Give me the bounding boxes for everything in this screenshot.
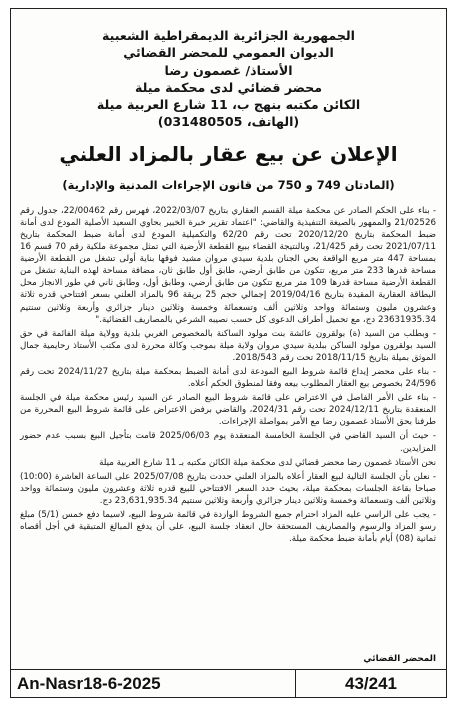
bailiff-name: الأستاذ/ غصمون رضا <box>164 62 293 78</box>
footer-bar <box>11 669 446 697</box>
paragraph-deposit: - بناء على محضر إيداع قائمة شروط البيع المودعة لدى أمانة الضبط بمحكمة ميلة بتاريخ 2024/11/27 تحت رقم 24/596 بخصوص بيع العقار المطلوب بيعه وفقا لمنطوق الحكم أعلاه. <box>20 367 436 390</box>
announcement-body <box>11 205 446 546</box>
paragraph-bailiff: نحن الأستاذ غصمون رضا محضر قضائي لدى محكمة ميلة الكائن مكتبه بـ 11 شارع العربية ميلة <box>99 457 436 468</box>
office-name: الديوان العمومي للمحضر القضائي <box>123 45 334 61</box>
office-phone: (الهاتف، 031480505) <box>157 114 300 130</box>
paragraph-session: - نعلن بأن الجلسة التالية لبيع العقار أعلاه بالمزاد العلني حددت بتاريخ 2025/07/08 على الساعة العاشرة (10:00) صباحا بقاعة الجلسات بمحكمة ميلة، بحيث حدد السعر الافتتاحي للبيع قدره ثلاثة وعشرون مليون وستمائة وواحد وثلاثين ألف وتسعمائة وخمسة وثلاثين دينار جزائري وأربعة وثلاثين سنتيم 23,631,935.34 دج. <box>20 471 436 506</box>
announcement-title: الإعلان عن بيع عقار بالمزاد العلني <box>59 141 398 166</box>
paragraph-request: - وبطلب من السيد (ة) بولقرون عائشة بنت مولود الساكنة بالمخصوص الغربي بلدية وولاية ميلة الفائمة في حق السيد بولقرون مولود الساكن ببلدية سيدي مروان ولاية ميلة بموجب وكالة محررة لدى مكتب الأستاذ رحايمية جمال الموثق بميلة بتاريخ 2018/11/15 تحت رقم 2018/543. <box>20 328 436 363</box>
announcement-page <box>10 8 447 698</box>
office-address: الكائن مكتبه بنهج ب، 11 شارع العربية ميلة <box>96 97 361 113</box>
signature-label: المحضر القضائي <box>363 654 436 664</box>
announcement-subtitle: (المادتان 749 و 750 من قانون الإجراءات المدنية والإدارية) <box>62 177 395 192</box>
paragraph-judgment: - بناء على الحكم الصادر عن محكمة ميلة القسم العقاري بتاريخ 2022/03/07، فهرس رقم 22/00462، جدول رقم 21/02526 والممهور بالصيغة التنفيذية والقاضي: "اعتماد تقرير خبرة الخبير بحاوي السعيد الأصلية المودع لدى أمانة ضبط المحكمة بتاريخ 2020/12/20 تحت رقم 62/20 والتكميلية المودع لدى أمانة ضبط المحكمة بتاريخ 2021/07/11 تحت رقم 21/425، وبالنتيجة القضاء ببيع القطعة الأرضية التي تمثل مجموعة ملكية رقم 70 قسم 16 بمساحة 447 متر مربع الواقعة بحي الجنان بلدية سيدي مروان مشيد فوقها بناية أولى تشغل من القطعة الأرضية مساحة قدرها 233 متر مربع، تتكون من طابق أرضي، طابق أول طابق ثان، مضافة مساحة لهذه البناية تشغل من القطعة الأرضية مساحة قدرها 109 متر مربع تتكون من طابق أرضي، وطابق أول، وطابق ثاني في طور الانجاز محل البطاقة العقارية المقيدة بتاريخ 2019/04/16 إجمالي حجم 25 بريقة 96 بالمزاد العلني بسعر افتتاحي قدره ثلاثة وعشرون مليون وستمائة وواحد وثلاثين ألف وتسعمائة وخمسة وثلاثين دينار جزائري وأربعة وثلاثين سنتيم 23631935.34 دج، مع تحميل أطراف الدعوى كل حسب نصيبه الشرعي بالمصاريف القضائية." <box>20 205 437 325</box>
letterhead <box>11 9 446 131</box>
paragraph-objection: - بناء على الأمر الفاصل في الاعتراض على قائمة شروط البيع الصادر عن السيد رئيس محكمة ميلة في الجلسة المنعقدة بتاريخ 2024/12/11 تحت رقم 2024/31، والقاضي برفض الاعتراض على قائمة شروط البيع المحررة من طرفنا بحق الأستاذ غصمون رضا مع الأمر بمواصلة الإجراءات. <box>20 393 436 428</box>
republic-name: الجمهورية الجزائرية الديمقراطية الشعبية <box>102 28 355 43</box>
bailiff-court: محضر قضائي لدى محكمة ميلة <box>134 79 323 95</box>
announcement-number: 43/241 <box>345 673 397 693</box>
paragraph-conditions: - يجب على الراسي عليه المزاد احترام جميع الشروط الواردة في قائمة شروط البيع، لاسيما دفع خمس (5/1) مبلغ رسو المزاد والرسوم والمصاريف المستحقة حال انعقاد جلسة البيع، على أن يدفع المبالغ المتبقية في أجل أقصاه ثمانية (08) أيام بأمانة ضبط محكمة ميلة. <box>20 510 436 545</box>
paragraph-postponement: - حيث أن السيد القاضي في الجلسة الخامسة المنعقدة يوم 2025/06/03 قامت بتأجيل البيع بسبب عدم حضور المزايدين. <box>20 431 436 454</box>
newspaper-reference: An-Nasr18-6-2025 <box>17 673 161 693</box>
